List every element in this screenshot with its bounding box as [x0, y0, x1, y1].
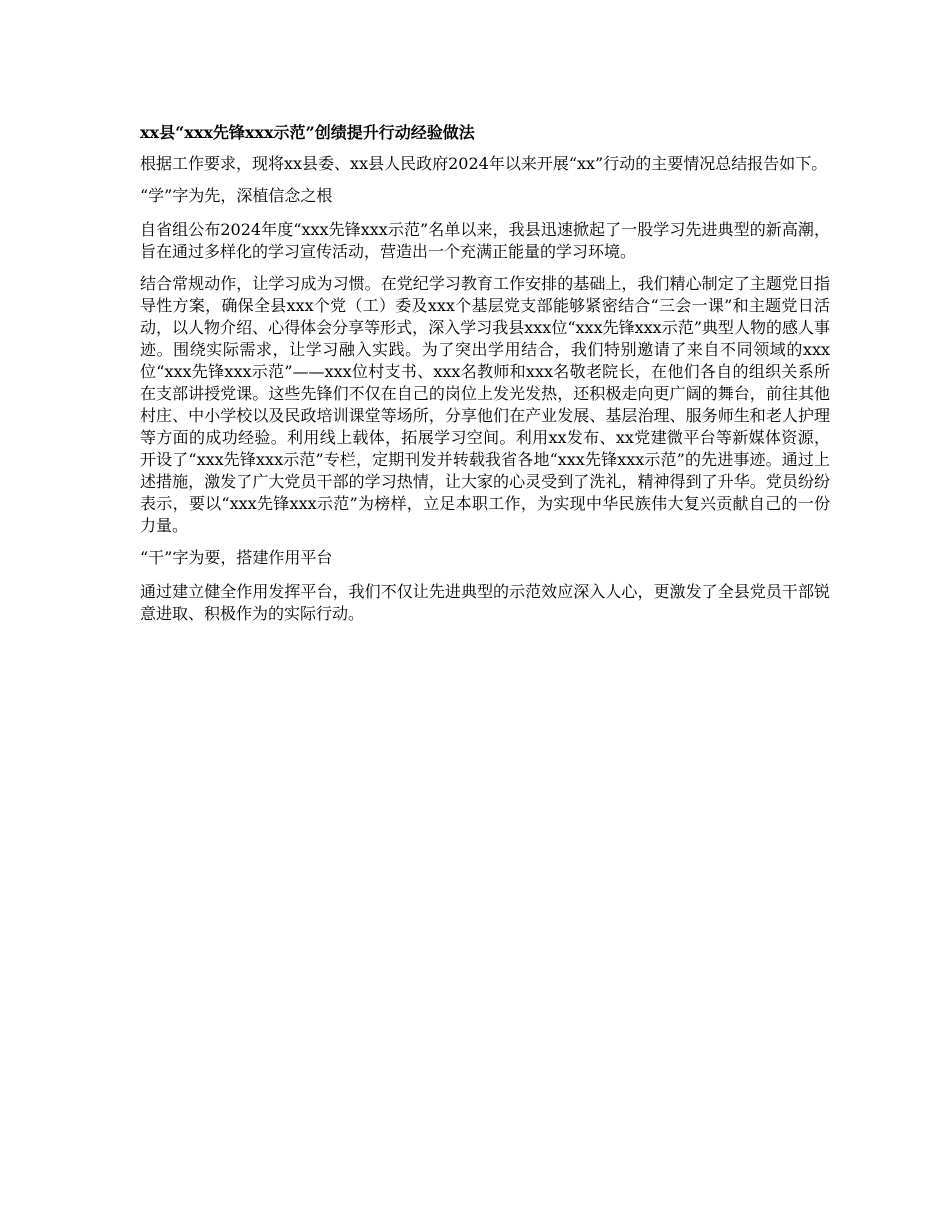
- study-paragraph: 自省组公布2024年度“xxx先锋xxx示范”名单以来，我县迅速掀起了一股学习先进典型的新高潮，旨在通过多样化的学习宣传活动，营造出一个充满正能量的学习环境。: [140, 220, 830, 261]
- intro-paragraph: 根据工作要求，现将xx县委、xx县人民政府2024年以来开展“xx”行动的主要情况总结报告如下。: [140, 154, 828, 173]
- measures-paragraph: 结合常规动作，让学习成为习惯。在党纪学习教育工作安排的基础上，我们精心制定了主题党日指导性方案，确保全县xxx个党（工）委及xxx个基层党支部能够紧密结合“三会一课”和主题党日活动，以人物介绍、心得体会分享等形式，深入学习我县xxx位“xxx先锋xxx示范”典型人物的感人事迹。围绕实际需求，让学习融入实践。为了突出学用结合，我们特别邀请了来自不同领域的xxx位“xxx先锋xxx示范”——xxx位村支书、xxx名教师和xxx名敬老院长，在他们各自的组织关系所在支部讲授党课。这些先锋们不仅在自己的岗位上发光发热，还积极走向更广阔的舞台，前往其他村庄、中小学校以及民政培训课堂等场所，分享他们在产业发展、基层治理、服务师生和老人护理等方面的成功经验。利用线上载体，拓展学习空间。利用xx发布、xx党建微平台等新媒体资源，开设了“xxx先锋xxx示范”专栏，定期刊发并转载我省各地“xxx先锋xxx示范”的先进事迹。通过上述措施，激发了广大党员干部的学习热情，让大家的心灵受到了洗礼，精神得到了升华。党员纷纷表示，要以“xxx先锋xxx示范”为榜样，立足本职工作，为实现中华民族伟大复兴贡献自己的一份力量。: [140, 274, 830, 535]
- document-page: [140, 122, 830, 635]
- section-heading-study: “学”字为先，深植信念之根: [140, 186, 333, 205]
- section-heading-action: “干”字为要，搭建作用平台: [140, 548, 333, 567]
- document-title: xx县“xxx先锋xxx示范”创绩提升行动经验做法: [140, 123, 475, 142]
- action-paragraph: 通过建立健全作用发挥平台，我们不仅让先进典型的示范效应深入人心，更激发了全县党员干部锐意进取、积极作为的实际行动。: [140, 582, 830, 623]
